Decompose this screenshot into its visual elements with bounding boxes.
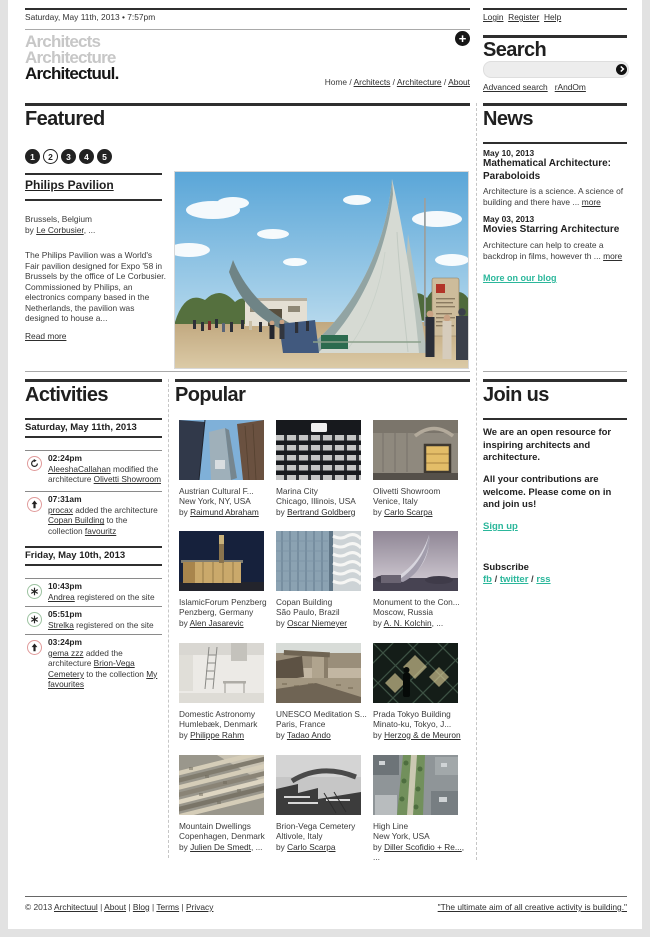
page-4-button[interactable]: 4	[79, 149, 94, 164]
rss-link[interactable]: rss	[536, 574, 551, 585]
popular-section-bar	[175, 379, 470, 382]
search-links	[483, 82, 586, 93]
footer-blog-link[interactable]: Blog	[132, 902, 150, 912]
join-paragraph-1: We are an open resource for inspiring architects and architecture.	[483, 427, 612, 463]
search-box	[483, 61, 629, 78]
entry-rule	[25, 491, 162, 492]
popular-caption: UNESCO Meditation S... Paris, France by Tadao Ando	[276, 709, 367, 740]
search-section-bar	[483, 35, 627, 38]
add-plus-button[interactable]: +	[455, 31, 470, 46]
news-title: News	[483, 108, 533, 130]
featured-title: Featured	[25, 108, 105, 130]
featured-section-bar	[25, 103, 470, 106]
activities-title: Activities	[25, 384, 108, 406]
logo-line-1: Architects	[25, 32, 101, 51]
popular-caption: Prada Tokyo Building Minato-ku, Tokyo, J... by Herzog & de Meuron	[373, 709, 461, 740]
copyright: © 2013	[25, 902, 54, 912]
activity-user-link[interactable]: Strelka	[48, 620, 74, 630]
activity-text: gema zzz added the architecture Brion-Vega Cemetery to the collection My favourites	[48, 648, 158, 689]
activity-group-date: Saturday, May 11th, 2013	[25, 422, 137, 433]
architect-link[interactable]: A. N. Kolchin	[383, 617, 432, 628]
popular-item-title[interactable]: Monument to the Con...	[373, 597, 460, 607]
featured-item-rule-top	[25, 173, 162, 175]
featured-pagination	[25, 149, 115, 164]
popular-thumb-austrian-cultural-forum[interactable]	[179, 420, 264, 480]
featured-description: The Philips Pavilion was a World's Fair pavilion designed for Expo '58 in Brussels by the office of Le Corbusier. Commissioned by Philips, an electronics company based in the Netherlands, the pavilion was designed to house a...	[25, 250, 166, 323]
activity-time: 02:24pm	[48, 453, 82, 463]
activity-text: Strelka registered on the site	[48, 620, 154, 630]
architect-link[interactable]: Alen Jasarevic	[189, 617, 244, 628]
activity-user-link[interactable]: procax	[48, 505, 73, 515]
featured-item-meta	[25, 214, 165, 235]
group-rule	[25, 418, 162, 420]
popular-title: Popular	[175, 384, 246, 406]
account-links	[483, 12, 561, 23]
featured-image[interactable]	[175, 172, 468, 368]
news-item-excerpt: Architecture can help to create a backdrop in films, however th ... more	[483, 240, 623, 261]
news-item-date: May 10, 2013	[483, 148, 535, 158]
news-item-title[interactable]: Movies Starring Architecture	[483, 224, 620, 235]
main-nav	[25, 77, 470, 88]
entry-rule	[25, 606, 162, 607]
nav-sep: /	[390, 77, 397, 87]
popular-thumb-mountain-dwellings[interactable]	[179, 755, 264, 815]
nav-about[interactable]: About	[448, 77, 470, 87]
page-5-button[interactable]: 5	[97, 149, 112, 164]
current-date: Saturday, May 11th, 2013 • 7:57pm	[25, 12, 156, 22]
login-link[interactable]: Login	[483, 12, 504, 22]
featured-item-title[interactable]: Philips Pavilion	[25, 178, 114, 192]
activity-target-link[interactable]: Brion-Vega Cemetery	[48, 658, 135, 679]
add-arrow-icon	[27, 640, 42, 655]
popular-caption: Domestic Astronomy Humlebæk, Denmark by Philippe Rahm	[179, 709, 258, 740]
architect-link[interactable]: Carlo Scarpa	[384, 506, 433, 517]
subscribe-label: Subscribe	[483, 562, 529, 573]
activity-user-link[interactable]: Andrea	[48, 592, 75, 602]
popular-thumb-unesco-meditation[interactable]	[276, 643, 361, 703]
activity-user-link[interactable]: gema zzz	[48, 648, 84, 658]
footer-quote: "The ultimate aim of all creative activity is building."	[437, 902, 627, 912]
group-rule	[25, 564, 162, 566]
page-1-button[interactable]: 1	[25, 149, 40, 164]
read-more-link: Read more	[25, 331, 67, 341]
by-label: by	[25, 224, 37, 235]
popular-item-title[interactable]: Olivetti Showroom	[373, 486, 441, 496]
architect-link[interactable]: Bertrand Goldberg	[287, 506, 356, 517]
header-divider	[25, 29, 470, 30]
social-links: fb / twitter / rss	[483, 574, 551, 585]
footer-about-link[interactable]: About	[104, 902, 127, 912]
popular-caption: Monument to the Con... Moscow, Russia by A. N. Kolchin, ...	[373, 597, 460, 628]
architect-link[interactable]: Carlo Scarpa	[287, 841, 336, 852]
join-title: Join us	[483, 384, 549, 406]
twitter-link[interactable]: twitter	[499, 574, 529, 585]
nav-sep: /	[347, 77, 354, 87]
popular-caption: Austrian Cultural F... New York, NY, USA by Raimund Abraham	[179, 486, 259, 517]
content-panel	[8, 0, 642, 929]
search-go-button[interactable]	[616, 64, 627, 75]
activity-text: AleeshaCallahan modified the architecture Olivetti Showroom	[48, 464, 161, 485]
activity-group-date: Friday, May 10th, 2013	[25, 550, 126, 561]
join-rule	[483, 418, 627, 420]
popular-caption: Marina City Chicago, Illinois, USA by Bertrand Goldberg	[276, 486, 356, 517]
footer-terms-link[interactable]: Terms	[156, 902, 180, 912]
vertical-separator-right	[476, 103, 477, 860]
add-arrow-icon	[27, 497, 42, 512]
popular-thumb-prada-tokyo[interactable]	[373, 643, 458, 703]
popular-thumb-islamicforum-penzberg[interactable]	[179, 531, 264, 591]
by-suffix: , ...	[83, 224, 96, 235]
site-logo[interactable]	[25, 34, 119, 82]
help-link[interactable]: Help	[544, 12, 562, 22]
architect-link[interactable]: Philippe Rahm	[190, 729, 245, 740]
news-item-excerpt: Architecture is a science. A science of building and there have ... more	[483, 186, 624, 207]
news-more-link[interactable]: more	[603, 250, 623, 261]
architect-link[interactable]: Tadao Ando	[286, 729, 331, 740]
popular-thumb-domestic-astronomy[interactable]	[179, 643, 264, 703]
popular-item-title[interactable]: UNESCO Meditation S...	[276, 709, 367, 719]
popular-item-title[interactable]: Domestic Astronomy	[179, 709, 256, 719]
activity-text: procax added the architecture Copan Building to the collection favouritz	[48, 505, 158, 536]
popular-thumb-brion-vega[interactable]	[276, 755, 361, 815]
popular-thumb-marina-city[interactable]	[276, 420, 361, 480]
popular-caption: IslamicForum Penzberg Penzberg, Germany by Alen Jasarevic	[179, 597, 267, 628]
popular-caption: High Line New York, USA by Diller Scofidio + Re..., ...	[373, 821, 465, 863]
entry-rule	[25, 578, 162, 579]
search-title: Search	[483, 39, 547, 61]
random-link[interactable]: rAndOm	[554, 82, 586, 92]
nav-architects[interactable]: Architects	[353, 77, 391, 87]
news-item-title[interactable]: Mathematical Architecture: Paraboloids	[483, 158, 611, 182]
popular-item-title[interactable]: High Line	[373, 821, 409, 831]
logo-line-2: Architecture	[25, 48, 116, 67]
group-rule	[25, 546, 162, 548]
popular-item-title[interactable]: Prada Tokyo Building	[373, 709, 451, 719]
popular-item-title[interactable]: Austrian Cultural F...	[179, 486, 254, 496]
popular-thumb-high-line[interactable]	[373, 755, 458, 815]
popular-thumb-monument-conquerors[interactable]	[373, 531, 458, 591]
popular-caption: Brion-Vega Cemetery Altivole, Italy by Carlo Scarpa	[276, 821, 356, 852]
footer-architectuul-link[interactable]: Architectuul	[54, 902, 98, 912]
nav-home[interactable]: Home	[324, 77, 348, 87]
news-section-bar	[483, 103, 627, 106]
activity-target-link[interactable]: favouritz	[84, 525, 117, 536]
search-input[interactable]	[490, 63, 610, 74]
activity-target-link[interactable]: My favourites	[48, 668, 158, 689]
news-rule	[483, 142, 627, 144]
news-item-date: May 03, 2013	[483, 214, 535, 224]
register-star-icon	[27, 584, 42, 599]
popular-item-title[interactable]: Marina City	[276, 486, 318, 496]
entry-rule	[25, 450, 162, 451]
nav-sep: /	[441, 77, 449, 87]
join-paragraph-2: All your contributions are welcome. Please come on in and join us!	[483, 474, 612, 510]
activity-time: 07:31am	[48, 494, 82, 504]
page-2-button[interactable]: 2	[43, 149, 58, 164]
popular-thumb-olivetti-showroom[interactable]	[373, 420, 458, 480]
join-section-bar	[483, 379, 627, 382]
activities-section-bar	[25, 379, 162, 382]
register-star-icon	[27, 612, 42, 627]
nav-architecture[interactable]: Architecture	[396, 77, 442, 87]
activity-user-link[interactable]: AleeshaCallahan	[48, 464, 111, 474]
activity-target-link[interactable]: Olivetti Showroom	[93, 474, 161, 485]
featured-location: Brussels, Belgium	[25, 214, 93, 224]
popular-item-title[interactable]: Brion-Vega Cemetery	[276, 821, 356, 831]
architect-link[interactable]: Julien De Smedt	[190, 841, 251, 852]
lower-divider-main	[25, 371, 470, 372]
footer-left: © 2013 Architectuul | About | Blog | Terms | Privacy	[25, 902, 214, 912]
activity-target-link[interactable]: Copan Building	[48, 515, 105, 526]
blog-link[interactable]: More on our blog	[483, 273, 557, 283]
group-rule	[25, 436, 162, 438]
architect-link[interactable]: Oscar Niemeyer	[287, 617, 348, 628]
featured-item-rule-bottom	[25, 199, 162, 201]
architect-link[interactable]: Raimund Abraham	[190, 506, 259, 517]
lower-divider-side	[483, 371, 627, 372]
page-3-button[interactable]: 3	[61, 149, 76, 164]
popular-thumb-copan-building[interactable]	[276, 531, 361, 591]
chevron-right-icon	[618, 65, 626, 73]
facebook-link[interactable]: fb	[483, 574, 492, 585]
activity-time: 03:24pm	[48, 637, 82, 647]
news-more-link[interactable]: more	[581, 196, 601, 207]
popular-caption: Olivetti Showroom Venice, Italy by Carlo Scarpa	[373, 486, 441, 517]
signup-link[interactable]: Sign up	[483, 521, 518, 532]
top-rule-side	[483, 8, 627, 10]
refresh-icon	[27, 456, 42, 471]
philips-pavilion-photo	[175, 172, 468, 368]
popular-item-title[interactable]: Mountain Dwellings	[179, 821, 251, 831]
activity-time: 05:51pm	[48, 609, 82, 619]
vertical-separator-left	[168, 379, 169, 858]
architect-link[interactable]: Diller Scofidio + Re...	[384, 841, 462, 852]
activity-text: Andrea registered on the site	[48, 592, 155, 602]
register-link[interactable]: Register	[508, 12, 540, 22]
popular-caption: Copan Building São Paulo, Brazil by Oscar Niemeyer	[276, 597, 348, 628]
entry-rule	[25, 634, 162, 635]
footer-rule	[25, 896, 627, 897]
featured-architect-link[interactable]: Le Corbusier	[36, 224, 84, 235]
popular-caption: Mountain Dwellings Copenhagen, Denmark by Julien De Smedt, ...	[179, 821, 265, 852]
footer-privacy-link[interactable]: Privacy	[185, 902, 214, 912]
popular-item-title[interactable]: Copan Building	[276, 597, 333, 607]
advanced-search-link[interactable]: Advanced search	[483, 82, 548, 92]
top-rule-main	[25, 8, 470, 10]
popular-item-title[interactable]: IslamicForum Penzberg	[179, 597, 267, 607]
architect-link[interactable]: Herzog & de Meuron	[384, 729, 461, 740]
activity-time: 10:43pm	[48, 581, 82, 591]
logo-line-3: Architectuul.	[25, 64, 119, 83]
